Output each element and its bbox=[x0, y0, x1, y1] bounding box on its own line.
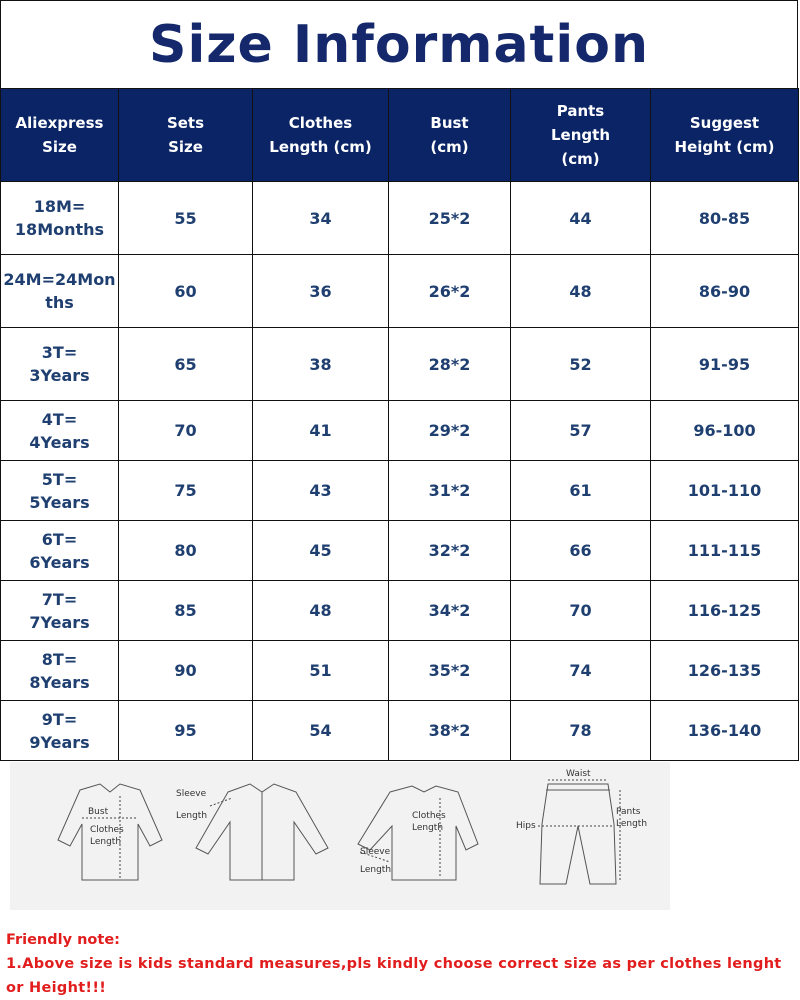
cell-size: 18M= 18Months bbox=[1, 182, 119, 255]
cell-bust: 28*2 bbox=[389, 328, 511, 401]
cell-suggest-height: 101-110 bbox=[651, 461, 799, 521]
cell-pants-length: 66 bbox=[511, 521, 651, 581]
label-bust: Bust bbox=[88, 807, 109, 817]
cell-bust: 26*2 bbox=[389, 255, 511, 328]
cell-clothes-length: 48 bbox=[253, 581, 389, 641]
cell-sets-size: 95 bbox=[119, 701, 253, 761]
cell-pants-length: 52 bbox=[511, 328, 651, 401]
cell-sets-size: 80 bbox=[119, 521, 253, 581]
table-row bbox=[1, 328, 799, 401]
cell-size: 6T= 6Years bbox=[1, 521, 119, 581]
cell-bust: 25*2 bbox=[389, 182, 511, 255]
cell-pants-length: 61 bbox=[511, 461, 651, 521]
cell-clothes-length: 51 bbox=[253, 641, 389, 701]
measurement-diagram-svg bbox=[10, 762, 670, 910]
cell-bust: 32*2 bbox=[389, 521, 511, 581]
pants-diagram bbox=[538, 780, 620, 884]
cell-size: 5T= 5Years bbox=[1, 461, 119, 521]
cell-clothes-length: 45 bbox=[253, 521, 389, 581]
cell-clothes-length: 38 bbox=[253, 328, 389, 401]
cell-pants-length: 78 bbox=[511, 701, 651, 761]
measurement-diagrams bbox=[10, 762, 670, 910]
cell-sets-size: 90 bbox=[119, 641, 253, 701]
cell-clothes-length: 41 bbox=[253, 401, 389, 461]
label-back-length: Length bbox=[412, 823, 444, 833]
cell-pants-length: 44 bbox=[511, 182, 651, 255]
friendly-note bbox=[6, 928, 796, 1000]
cell-sets-size: 55 bbox=[119, 182, 253, 255]
table-row bbox=[1, 255, 799, 328]
note-body: 1.Above size is kids standard measures,pls kindly choose correct size as per clothes lenght or Height!!! bbox=[6, 956, 782, 996]
cell-pants-length: 48 bbox=[511, 255, 651, 328]
label-pants-length: Length bbox=[616, 819, 648, 829]
table-row bbox=[1, 182, 799, 255]
cell-pants-length: 57 bbox=[511, 401, 651, 461]
cell-size: 7T= 7Years bbox=[1, 581, 119, 641]
label-sleeve: Sleeve bbox=[176, 789, 207, 799]
cell-clothes-length: 43 bbox=[253, 461, 389, 521]
cell-sets-size: 65 bbox=[119, 328, 253, 401]
label-waist: Waist bbox=[566, 769, 591, 779]
header-pants-length: Pants Length (cm) bbox=[511, 89, 651, 182]
cell-suggest-height: 116-125 bbox=[651, 581, 799, 641]
label-back-clothes: Clothes bbox=[412, 811, 446, 821]
cell-pants-length: 70 bbox=[511, 581, 651, 641]
note-title: Friendly note: bbox=[6, 932, 120, 948]
table-row bbox=[1, 641, 799, 701]
header-clothes-length: Clothes Length (cm) bbox=[253, 89, 389, 182]
label-front-length: Length bbox=[90, 837, 122, 847]
cell-clothes-length: 54 bbox=[253, 701, 389, 761]
cell-size: 4T= 4Years bbox=[1, 401, 119, 461]
cell-size: 9T= 9Years bbox=[1, 701, 119, 761]
cell-sets-size: 75 bbox=[119, 461, 253, 521]
cell-clothes-length: 36 bbox=[253, 255, 389, 328]
table-row bbox=[1, 581, 799, 641]
header-suggest-height: Suggest Height (cm) bbox=[651, 89, 799, 182]
cell-clothes-length: 34 bbox=[253, 182, 389, 255]
cell-suggest-height: 111-115 bbox=[651, 521, 799, 581]
cell-suggest-height: 86-90 bbox=[651, 255, 799, 328]
cell-sets-size: 60 bbox=[119, 255, 253, 328]
table-row bbox=[1, 701, 799, 761]
header-aliexpress-size: Aliexpress Size bbox=[1, 89, 119, 182]
label-sleeve-length: Length bbox=[176, 811, 208, 821]
cell-size: 8T= 8Years bbox=[1, 641, 119, 701]
cell-size: 24M=24Months bbox=[1, 255, 119, 328]
header-bust: Bust (cm) bbox=[389, 89, 511, 182]
cell-bust: 34*2 bbox=[389, 581, 511, 641]
header-sets-size: Sets Size bbox=[119, 89, 253, 182]
size-table bbox=[0, 88, 799, 761]
cell-suggest-height: 96-100 bbox=[651, 401, 799, 461]
label-back-sleeve-length: Length bbox=[360, 865, 392, 875]
cell-bust: 31*2 bbox=[389, 461, 511, 521]
cell-suggest-height: 126-135 bbox=[651, 641, 799, 701]
cell-suggest-height: 80-85 bbox=[651, 182, 799, 255]
cell-pants-length: 74 bbox=[511, 641, 651, 701]
cell-size: 3T= 3Years bbox=[1, 328, 119, 401]
label-front-clothes: Clothes bbox=[90, 825, 124, 835]
table-header-row bbox=[1, 89, 799, 182]
label-hips: Hips bbox=[516, 821, 536, 831]
cell-sets-size: 70 bbox=[119, 401, 253, 461]
cell-bust: 29*2 bbox=[389, 401, 511, 461]
page-title: Size Information bbox=[149, 14, 649, 75]
label-back-sleeve: Sleeve bbox=[360, 847, 391, 857]
table-row bbox=[1, 521, 799, 581]
title-box bbox=[0, 0, 798, 88]
cell-suggest-height: 91-95 bbox=[651, 328, 799, 401]
table-row bbox=[1, 461, 799, 521]
cell-bust: 38*2 bbox=[389, 701, 511, 761]
cell-bust: 35*2 bbox=[389, 641, 511, 701]
cell-suggest-height: 136-140 bbox=[651, 701, 799, 761]
shirt-sleeve-diagram bbox=[196, 784, 328, 880]
cell-sets-size: 85 bbox=[119, 581, 253, 641]
label-pants: Pants bbox=[616, 807, 641, 817]
table-row bbox=[1, 401, 799, 461]
